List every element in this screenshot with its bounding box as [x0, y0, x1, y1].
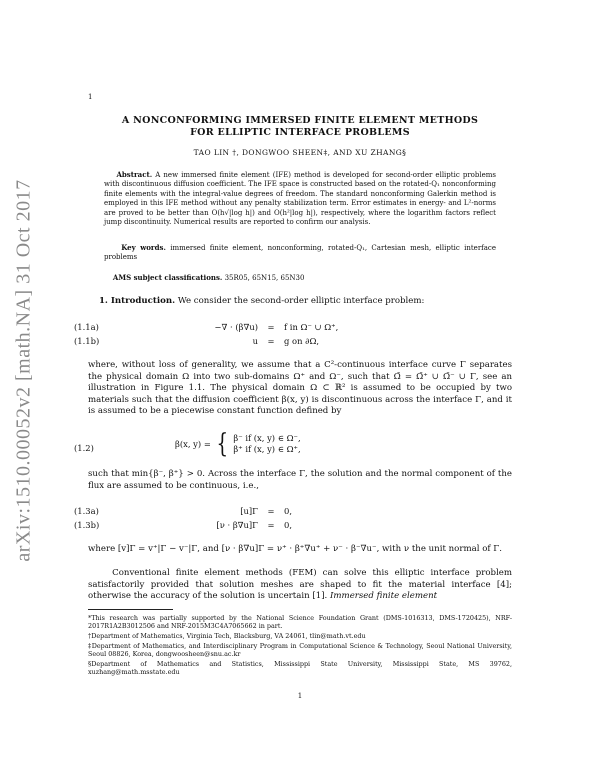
arxiv-identifier: arXiv:1510.00052v2 [math.NA] 31 Oct 2017 — [12, 178, 35, 562]
body-paragraph-domain: where, without loss of generality, we assume that a C²-continuous interface curve Γ separates the physical domain Ω into two sub-domains Ω⁺ and Ω⁻, such that Ω̄ = Ω̄⁺ ∪ Ω̄⁻ ∪ Γ, see an illustration in Figure 1.1. The physical domain Ω ⊂ ℝ² is assumed to be occupied by two materials such that the diffusion coefficient β(x, y) is discontinuous across the interface Γ, and it is assumed to be a piecewise constant function defined by — [88, 360, 512, 417]
fem-emphasis: Immersed finite element — [330, 591, 438, 602]
arxiv-side-label — [12, 135, 36, 605]
equation-1-2 — [175, 431, 301, 457]
keywords-text: immersed finite element, nonconforming, rotated-Q₁, Cartesian mesh, elliptic interface problems — [104, 244, 496, 262]
equation-label: (1.2) — [74, 443, 94, 453]
top-page-number: 1 — [88, 93, 93, 101]
body-paragraph-continuity: such that min{β⁻, β⁺} > 0. Across the interface Γ, the solution and the normal component of the flux are assumed to be continuous, i.e., — [88, 469, 512, 491]
footnote-author-lin: †Department of Mathematics, Virginia Tech, Blacksburg, VA 24061, tlin@math.vt.edu — [88, 632, 366, 640]
equation-lhs: [u]Γ — [240, 506, 258, 516]
intro-text: We consider the second-order elliptic interface problem: — [177, 296, 425, 306]
footnote-author-zhang: §Department of Mathematics and Statistics, Mississippi State University, Mississippi State, MS 39762, xuzhang@math.msstate.edu — [88, 660, 512, 677]
abstract — [104, 170, 496, 227]
equation-lhs: [ν · β∇u]Γ — [216, 520, 258, 530]
equation-label: (1.1a) — [74, 322, 99, 332]
equation-sign: = — [267, 336, 275, 346]
fem-text: Conventional finite element methods (FEM) can solve this elliptic interface problem satisfactorily provided that solution meshes are shaped to fit the material interface [4]; otherwise the accuracy of the solution is uncertain [1]. — [88, 568, 512, 602]
equation-rhs: g on ∂Ω, — [284, 336, 320, 346]
title-line-2: FOR ELLIPTIC INTERFACE PROBLEMS — [190, 127, 410, 138]
equation-sign: = — [267, 520, 275, 530]
paper-title — [100, 115, 500, 139]
page-number: 1 — [297, 692, 303, 700]
equation-sign: = — [267, 322, 275, 332]
equation-sign: = — [267, 506, 275, 516]
author-list: TAO LIN †, DONGWOO SHEEN‡, AND XU ZHANG§ — [193, 148, 407, 157]
equation-rhs: 0, — [284, 506, 292, 516]
ams-heading: AMS subject classifications. — [112, 273, 223, 282]
keywords-heading: Key words. — [121, 243, 166, 252]
equation-1-3b — [180, 520, 440, 530]
case-minus: β⁻ if (x, y) ∈ Ω⁻, — [233, 433, 301, 443]
footnote-author-sheen: ‡Department of Mathematics, and Interdisciplinary Program in Computational Science & Technology, Seoul National University, Seoul 08826, Korea, dongwoosheen@snu.ac.kr — [88, 642, 512, 659]
footnote-funding: *This research was partially supported by the National Science Foundation Grant (DMS-1016313, DMS-1720425), NRF-2017R1A2B3012506 and NRF-2015M3C4A7065662 in part. — [88, 614, 512, 631]
body-paragraph-fem — [88, 568, 512, 603]
equation-label: (1.3b) — [74, 520, 100, 530]
section-heading: 1. Introduction. — [98, 296, 176, 306]
title-line-1: A NONCONFORMING IMMERSED FINITE ELEMENT METHODS — [121, 115, 479, 126]
equation-1-1a — [180, 322, 440, 332]
abstract-heading: Abstract. — [116, 170, 153, 179]
equation-rhs: f in Ω⁻ ∪ Ω⁺, — [284, 322, 339, 332]
equation-rhs: 0, — [284, 520, 292, 530]
ams-classifications — [104, 273, 496, 283]
case-plus: β⁺ if (x, y) ∈ Ω⁺, — [233, 444, 301, 454]
equation-1-3a — [180, 506, 440, 516]
body-paragraph-jump-definition: where [v]Γ = v⁺|Γ − v⁻|Γ, and [ν · β∇u]Γ = ν⁺ · β⁺∇u⁺ + ν⁻ · β⁻∇u⁻, with ν the unit normal of Γ. — [88, 544, 502, 554]
abstract-text: A new immersed finite element (IFE) method is developed for second-order elliptic problems with discontinuous diffusion coefficient. The IFE space is constructed based on the rotated-Q₁ nonconforming finite elements with the integral-value degrees of freedom. The standard nonconforming Galerkin method is employed in this IFE method without any penalty stabilization term. Error estimates in energy- and L²-norms are proved to be better than O(h√|log h|) and O(h²|log h|), respectively, where the logarithm factors reflect jump discontinuity. Numerical results are reported to confirm our analysis. — [104, 171, 496, 227]
equation-label: (1.3a) — [74, 506, 99, 516]
equation-1-1b — [180, 336, 440, 346]
brace-symbol: { — [216, 429, 228, 459]
equation-lhs: β(x, y) = — [175, 439, 211, 449]
footnote-rule — [88, 609, 173, 610]
equation-lhs: −∇ · (β∇u) — [214, 322, 258, 332]
piecewise-cases — [233, 433, 300, 455]
equation-lhs: u — [252, 336, 258, 346]
ams-text: 35R05, 65N15, 65N30 — [224, 274, 305, 282]
introduction-paragraph — [88, 296, 512, 308]
equation-label: (1.1b) — [74, 336, 100, 346]
keywords — [104, 243, 496, 263]
